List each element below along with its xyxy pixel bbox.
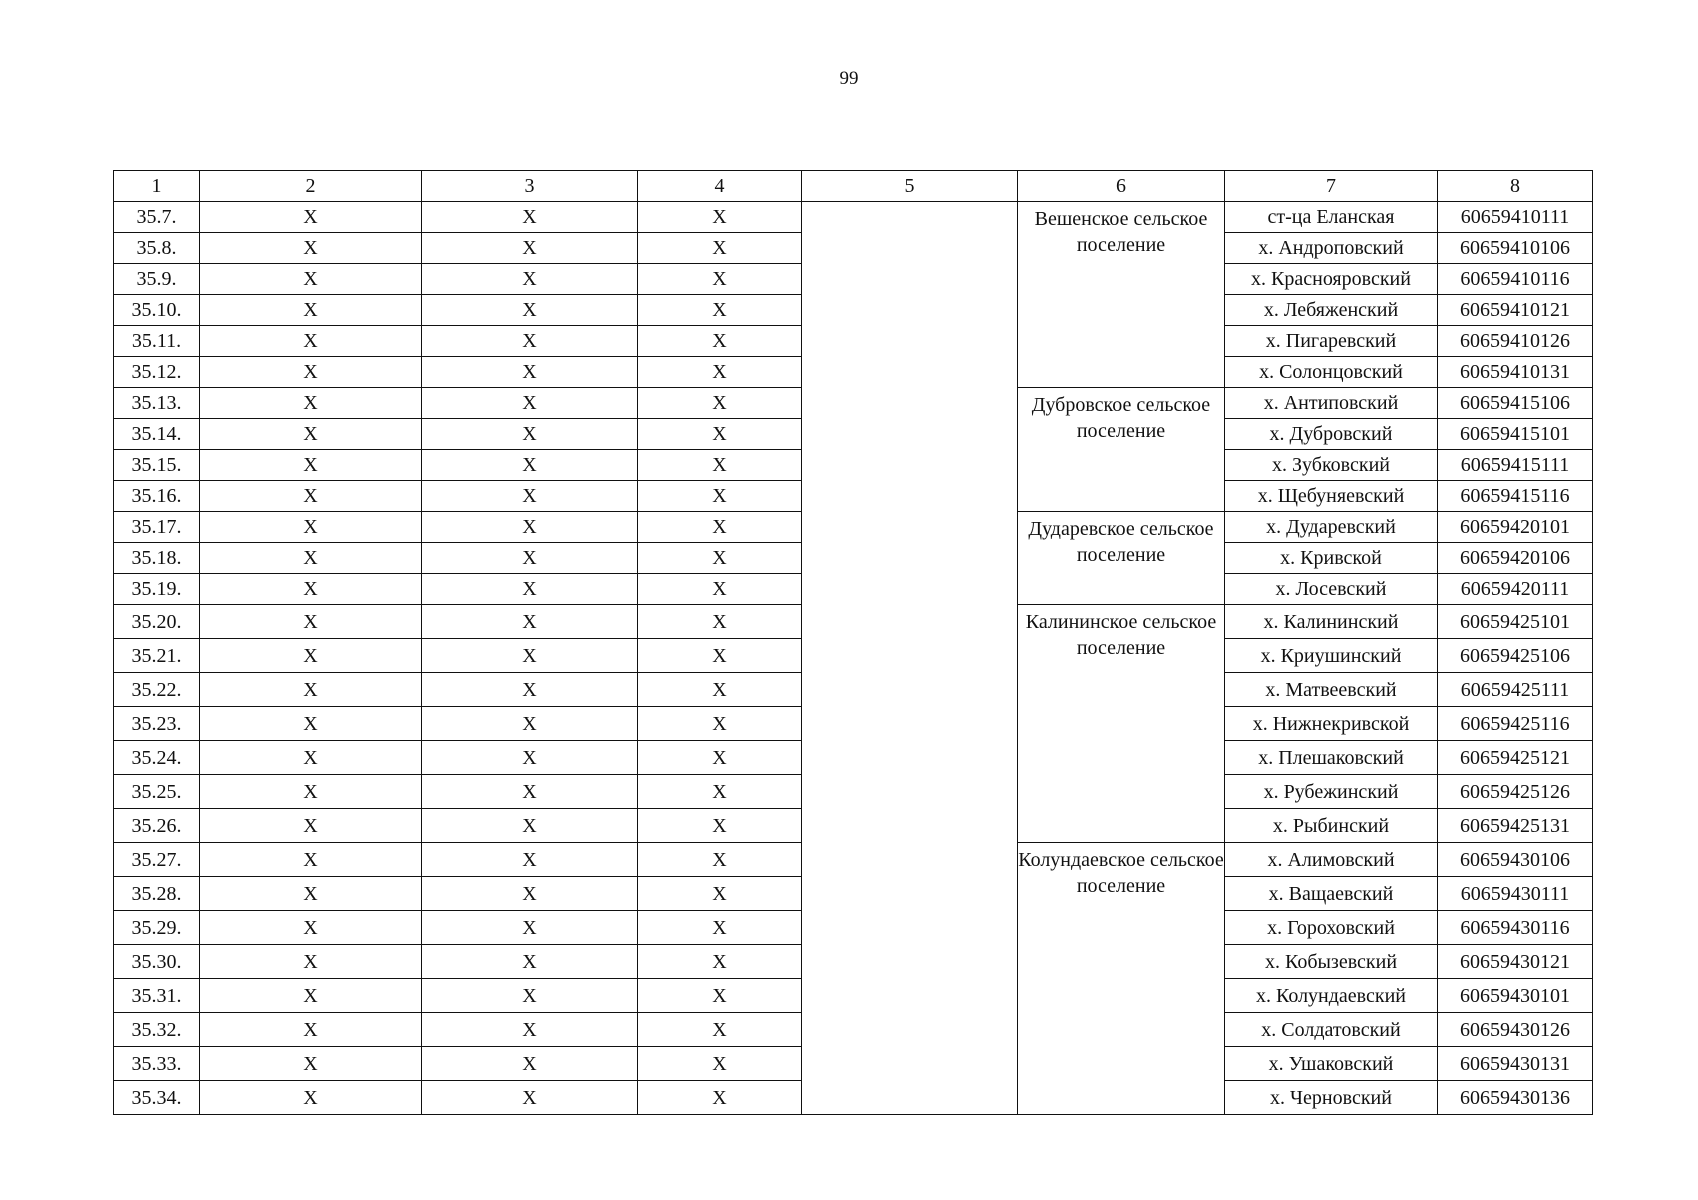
mark-cell: X bbox=[638, 1081, 802, 1115]
locality-cell: х. Рубежинский bbox=[1225, 775, 1438, 809]
mark-cell: X bbox=[638, 1013, 802, 1047]
row-number-cell: 35.8. bbox=[114, 233, 200, 264]
row-number-cell: 35.9. bbox=[114, 264, 200, 295]
code-cell: 60659415106 bbox=[1438, 388, 1593, 419]
code-cell: 60659430136 bbox=[1438, 1081, 1593, 1115]
mark-cell: X bbox=[638, 809, 802, 843]
code-cell: 60659420106 bbox=[1438, 543, 1593, 574]
row-number-cell: 35.21. bbox=[114, 639, 200, 673]
locality-cell: х. Плешаковский bbox=[1225, 741, 1438, 775]
row-number-cell: 35.7. bbox=[114, 202, 200, 233]
mark-cell: X bbox=[422, 605, 638, 639]
column-header: 2 bbox=[200, 171, 422, 202]
empty-column-5-cell bbox=[802, 202, 1018, 1115]
mark-cell: X bbox=[638, 1047, 802, 1081]
mark-cell: X bbox=[422, 945, 638, 979]
settlement-name-cell: Колундаевское сельское поселение bbox=[1018, 843, 1225, 1115]
mark-cell: X bbox=[200, 979, 422, 1013]
locality-cell: х. Кривской bbox=[1225, 543, 1438, 574]
mark-cell: X bbox=[638, 574, 802, 605]
row-number-cell: 35.32. bbox=[114, 1013, 200, 1047]
locality-cell: х. Солдатовский bbox=[1225, 1013, 1438, 1047]
code-cell: 60659410121 bbox=[1438, 295, 1593, 326]
row-number-cell: 35.25. bbox=[114, 775, 200, 809]
mark-cell: X bbox=[638, 877, 802, 911]
mark-cell: X bbox=[422, 512, 638, 543]
locality-cell: х. Пигаревский bbox=[1225, 326, 1438, 357]
code-cell: 60659410116 bbox=[1438, 264, 1593, 295]
row-number-cell: 35.26. bbox=[114, 809, 200, 843]
mark-cell: X bbox=[422, 450, 638, 481]
mark-cell: X bbox=[422, 264, 638, 295]
mark-cell: X bbox=[422, 388, 638, 419]
locality-cell: х. Краснояровский bbox=[1225, 264, 1438, 295]
column-header: 1 bbox=[114, 171, 200, 202]
code-cell: 60659410111 bbox=[1438, 202, 1593, 233]
row-number-cell: 35.23. bbox=[114, 707, 200, 741]
mark-cell: X bbox=[638, 741, 802, 775]
code-cell: 60659410126 bbox=[1438, 326, 1593, 357]
mark-cell: X bbox=[422, 979, 638, 1013]
mark-cell: X bbox=[200, 264, 422, 295]
mark-cell: X bbox=[200, 911, 422, 945]
mark-cell: X bbox=[200, 512, 422, 543]
mark-cell: X bbox=[638, 979, 802, 1013]
mark-cell: X bbox=[638, 357, 802, 388]
locality-cell: х. Антиповский bbox=[1225, 388, 1438, 419]
mark-cell: X bbox=[638, 639, 802, 673]
mark-cell: X bbox=[638, 202, 802, 233]
mark-cell: X bbox=[200, 775, 422, 809]
locality-cell: х. Зубковский bbox=[1225, 450, 1438, 481]
mark-cell: X bbox=[200, 1013, 422, 1047]
column-header: 4 bbox=[638, 171, 802, 202]
mark-cell: X bbox=[422, 419, 638, 450]
mark-cell: X bbox=[422, 741, 638, 775]
code-cell: 60659410131 bbox=[1438, 357, 1593, 388]
mark-cell: X bbox=[422, 877, 638, 911]
settlements-table bbox=[113, 170, 1593, 1115]
code-cell: 60659430121 bbox=[1438, 945, 1593, 979]
mark-cell: X bbox=[422, 326, 638, 357]
column-header: 7 bbox=[1225, 171, 1438, 202]
mark-cell: X bbox=[200, 574, 422, 605]
locality-cell: х. Дударевский bbox=[1225, 512, 1438, 543]
mark-cell: X bbox=[638, 512, 802, 543]
mark-cell: X bbox=[638, 450, 802, 481]
locality-cell: х. Черновский bbox=[1225, 1081, 1438, 1115]
code-cell: 60659415111 bbox=[1438, 450, 1593, 481]
mark-cell: X bbox=[638, 775, 802, 809]
locality-cell: х. Гороховский bbox=[1225, 911, 1438, 945]
row-number-cell: 35.20. bbox=[114, 605, 200, 639]
mark-cell: X bbox=[422, 574, 638, 605]
row-number-cell: 35.12. bbox=[114, 357, 200, 388]
settlement-name-cell: Вешенское сельское поселение bbox=[1018, 202, 1225, 388]
mark-cell: X bbox=[422, 481, 638, 512]
mark-cell: X bbox=[638, 295, 802, 326]
mark-cell: X bbox=[200, 673, 422, 707]
code-cell: 60659425126 bbox=[1438, 775, 1593, 809]
column-header: 3 bbox=[422, 171, 638, 202]
locality-cell: х. Кобызевский bbox=[1225, 945, 1438, 979]
mark-cell: X bbox=[638, 707, 802, 741]
mark-cell: X bbox=[200, 605, 422, 639]
mark-cell: X bbox=[422, 1013, 638, 1047]
locality-cell: х. Дубровский bbox=[1225, 419, 1438, 450]
mark-cell: X bbox=[200, 202, 422, 233]
locality-cell: х. Нижнекривской bbox=[1225, 707, 1438, 741]
mark-cell: X bbox=[200, 450, 422, 481]
row-number-cell: 35.10. bbox=[114, 295, 200, 326]
locality-cell: х. Ушаковский bbox=[1225, 1047, 1438, 1081]
row-number-cell: 35.17. bbox=[114, 512, 200, 543]
row-number-cell: 35.33. bbox=[114, 1047, 200, 1081]
code-cell: 60659410106 bbox=[1438, 233, 1593, 264]
mark-cell: X bbox=[638, 233, 802, 264]
mark-cell: X bbox=[638, 481, 802, 512]
locality-cell: х. Алимовский bbox=[1225, 843, 1438, 877]
row-number-cell: 35.27. bbox=[114, 843, 200, 877]
locality-cell: х. Лосевский bbox=[1225, 574, 1438, 605]
column-header: 5 bbox=[802, 171, 1018, 202]
code-cell: 60659425116 bbox=[1438, 707, 1593, 741]
row-number-cell: 35.16. bbox=[114, 481, 200, 512]
mark-cell: X bbox=[638, 673, 802, 707]
row-number-cell: 35.24. bbox=[114, 741, 200, 775]
row-number-cell: 35.34. bbox=[114, 1081, 200, 1115]
code-cell: 60659425131 bbox=[1438, 809, 1593, 843]
code-cell: 60659430126 bbox=[1438, 1013, 1593, 1047]
mark-cell: X bbox=[638, 543, 802, 574]
code-cell: 60659425121 bbox=[1438, 741, 1593, 775]
mark-cell: X bbox=[422, 202, 638, 233]
mark-cell: X bbox=[638, 326, 802, 357]
locality-cell: х. Ващаевский bbox=[1225, 877, 1438, 911]
row-number-cell: 35.28. bbox=[114, 877, 200, 911]
locality-cell: х. Андроповский bbox=[1225, 233, 1438, 264]
mark-cell: X bbox=[200, 233, 422, 264]
row-number-cell: 35.11. bbox=[114, 326, 200, 357]
mark-cell: X bbox=[200, 388, 422, 419]
mark-cell: X bbox=[422, 911, 638, 945]
locality-cell: х. Солонцовский bbox=[1225, 357, 1438, 388]
code-cell: 60659420101 bbox=[1438, 512, 1593, 543]
code-cell: 60659430106 bbox=[1438, 843, 1593, 877]
code-cell: 60659420111 bbox=[1438, 574, 1593, 605]
column-header: 6 bbox=[1018, 171, 1225, 202]
code-cell: 60659425101 bbox=[1438, 605, 1593, 639]
mark-cell: X bbox=[200, 877, 422, 911]
locality-cell: ст-ца Еланская bbox=[1225, 202, 1438, 233]
mark-cell: X bbox=[200, 809, 422, 843]
row-number-cell: 35.22. bbox=[114, 673, 200, 707]
mark-cell: X bbox=[638, 911, 802, 945]
mark-cell: X bbox=[200, 295, 422, 326]
mark-cell: X bbox=[422, 809, 638, 843]
locality-cell: х. Калининский bbox=[1225, 605, 1438, 639]
mark-cell: X bbox=[200, 639, 422, 673]
mark-cell: X bbox=[422, 357, 638, 388]
code-cell: 60659430116 bbox=[1438, 911, 1593, 945]
code-cell: 60659415101 bbox=[1438, 419, 1593, 450]
mark-cell: X bbox=[200, 843, 422, 877]
settlement-name-cell: Калининское сельское поселение bbox=[1018, 605, 1225, 843]
mark-cell: X bbox=[638, 264, 802, 295]
mark-cell: X bbox=[200, 543, 422, 574]
locality-cell: х. Криушинский bbox=[1225, 639, 1438, 673]
row-number-cell: 35.18. bbox=[114, 543, 200, 574]
mark-cell: X bbox=[422, 639, 638, 673]
mark-cell: X bbox=[638, 945, 802, 979]
mark-cell: X bbox=[422, 543, 638, 574]
mark-cell: X bbox=[200, 707, 422, 741]
locality-cell: х. Щебуняевский bbox=[1225, 481, 1438, 512]
table-row bbox=[114, 202, 1593, 233]
row-number-cell: 35.13. bbox=[114, 388, 200, 419]
row-number-cell: 35.30. bbox=[114, 945, 200, 979]
code-cell: 60659415116 bbox=[1438, 481, 1593, 512]
mark-cell: X bbox=[422, 775, 638, 809]
mark-cell: X bbox=[422, 843, 638, 877]
row-number-cell: 35.15. bbox=[114, 450, 200, 481]
mark-cell: X bbox=[422, 1047, 638, 1081]
mark-cell: X bbox=[200, 326, 422, 357]
mark-cell: X bbox=[422, 233, 638, 264]
header-row bbox=[114, 171, 1593, 202]
mark-cell: X bbox=[200, 419, 422, 450]
mark-cell: X bbox=[638, 605, 802, 639]
locality-cell: х. Матвеевский bbox=[1225, 673, 1438, 707]
locality-cell: х. Лебяженский bbox=[1225, 295, 1438, 326]
mark-cell: X bbox=[200, 945, 422, 979]
mark-cell: X bbox=[200, 1047, 422, 1081]
row-number-cell: 35.29. bbox=[114, 911, 200, 945]
mark-cell: X bbox=[638, 419, 802, 450]
locality-cell: х. Колундаевский bbox=[1225, 979, 1438, 1013]
page-number: 99 bbox=[839, 68, 859, 89]
mark-cell: X bbox=[200, 357, 422, 388]
settlement-name-cell: Дударевское сельское поселение bbox=[1018, 512, 1225, 605]
row-number-cell: 35.19. bbox=[114, 574, 200, 605]
code-cell: 60659425111 bbox=[1438, 673, 1593, 707]
locality-cell: х. Рыбинский bbox=[1225, 809, 1438, 843]
code-cell: 60659430101 bbox=[1438, 979, 1593, 1013]
mark-cell: X bbox=[422, 1081, 638, 1115]
row-number-cell: 35.31. bbox=[114, 979, 200, 1013]
settlement-name-cell: Дубровское сельское поселение bbox=[1018, 388, 1225, 512]
mark-cell: X bbox=[638, 388, 802, 419]
column-header: 8 bbox=[1438, 171, 1593, 202]
mark-cell: X bbox=[638, 843, 802, 877]
code-cell: 60659425106 bbox=[1438, 639, 1593, 673]
mark-cell: X bbox=[422, 673, 638, 707]
mark-cell: X bbox=[422, 295, 638, 326]
code-cell: 60659430111 bbox=[1438, 877, 1593, 911]
mark-cell: X bbox=[200, 1081, 422, 1115]
mark-cell: X bbox=[200, 481, 422, 512]
code-cell: 60659430131 bbox=[1438, 1047, 1593, 1081]
row-number-cell: 35.14. bbox=[114, 419, 200, 450]
mark-cell: X bbox=[422, 707, 638, 741]
mark-cell: X bbox=[200, 741, 422, 775]
